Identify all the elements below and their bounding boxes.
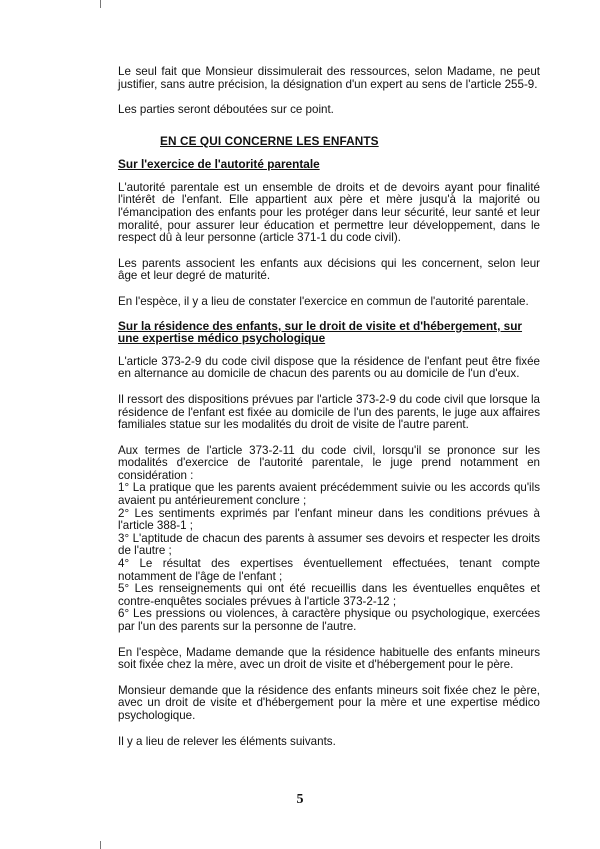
list-item: 3° L'aptitude de chacun des parents à assumer ses devoirs et respecter les droits de l'autre ;: [118, 531, 540, 558]
criteria-list: [118, 482, 540, 633]
crop-mark: [100, 841, 101, 849]
list-item: 4° Le résultat des expertises éventuellement effectuées, tenant compte notamment de l'âge de l'enfant ;: [118, 557, 540, 583]
paragraph: Monsieur demande que la résidence des enfants mineurs soit fixée chez le père, avec un droit de visite et d'hébergement pour la mère et une expertise médico psychologique.: [118, 683, 540, 722]
subsection-title: Sur la résidence des enfants, sur le droit de visite et d'hébergement, sur une expertise médico psychologique: [118, 318, 523, 346]
section-title: EN CE QUI CONCERNE LES ENFANTS: [160, 133, 379, 148]
list-item: 2° Les sentiments exprimés par l'enfant mineur dans les conditions prévues à l'article 388-1 ;: [118, 506, 540, 533]
paragraph: Aux termes de l'article 373-2-11 du code civil, lorsqu'il se prononce sur les modalités d'exercice de l'autorité parentale, le juge prend notamment en considération :: [118, 443, 540, 482]
list-item: 1° La pratique que les parents avaient précédemment suivie ou les accords qu'ils avaient pu antérieurement conclure ;: [118, 481, 540, 508]
paragraph: L'autorité parentale est un ensemble de droits et de devoirs ayant pour finalité l'intérêt de l'enfant. Elle appartient aux père et mère jusqu'à la majorité ou l'émancipation des enfants pour les protéger dans leur sécurité, leur santé et leur moralité, pour assurer leur éducation et permettre leur développement, dans le respect dû à leur personne (article 371-1 du code civil).: [118, 180, 540, 245]
document-page: [118, 66, 540, 748]
paragraph: Les parents associent les enfants aux décisions qui les concernent, selon leur âge et leur degré de maturité.: [118, 256, 540, 283]
paragraph: En l'espèce, il y a lieu de constater l'exercice en commun de l'autorité parentale.: [118, 294, 529, 308]
paragraph: Il y a lieu de relever les éléments suivants.: [118, 734, 336, 748]
paragraph: Le seul fait que Monsieur dissimulerait des ressources, selon Madame, ne peut justifier, sans autre précision, la désignation d'un expert au sens de l'article 255-9.: [118, 65, 540, 91]
paragraph: En l'espèce, Madame demande que la résidence habituelle des enfants mineurs soit fixée chez la mère, avec un droit de visite et d'hébergement pour le père.: [118, 645, 540, 672]
list-item: 6° Les pressions ou violences, à caractère physique ou psychologique, exercées par l'un des parents sur la personne de l'autre.: [118, 607, 540, 633]
list-item: 5° Les renseignements qui ont été recueillis dans les éventuelles enquêtes et contre-enquêtes sociales prévues à l'article 373-2-12 ;: [118, 582, 540, 608]
paragraph: Il ressort des dispositions prévues par l'article 373-2-9 du code civil que lorsque la résidence de l'enfant est fixée au domicile de l'un des parents, le juge aux affaires familiales statue sur les modalités du droit de visite de l'autre parent.: [118, 392, 540, 432]
page-number: 5: [296, 792, 304, 807]
paragraph: Les parties seront déboutées sur ce point.: [118, 103, 334, 117]
subsection-title: Sur l'exercice de l'autorité parentale: [118, 156, 320, 171]
paragraph: L'article 373-2-9 du code civil dispose que la résidence de l'enfant peut être fixée en alternance au domicile de chacun des parents ou au domicile de l'un d'eux.: [118, 354, 540, 381]
crop-mark: [100, 0, 101, 8]
